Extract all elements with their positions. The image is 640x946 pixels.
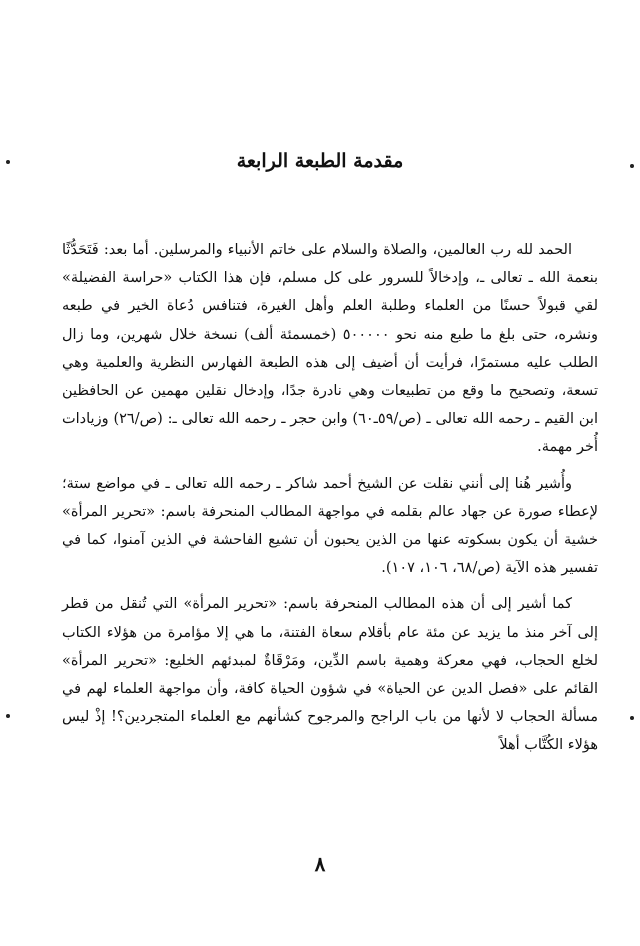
page-number: ٨ bbox=[314, 852, 326, 876]
scan-speck bbox=[630, 164, 634, 168]
paragraph-intro: الحمد لله رب العالمين، والصلاة والسلام على خاتم الأنبياء والمرسلين. أما بعد: فَتَحَدُّثًا بنعمة الله ـ تعالى ـ، وإدخالاً للسرور على كل مسلم، فإن هذا الكتاب «حراسة الفضيلة» لقي قبولاً حسنًا من العلماء وطلبة العلم وأهل الغيرة، فتنافس دُعاة الخير في طبعه ونشره، حتى بلغ ما طبع منه نحو ٥٠٠٠٠٠ (خمسمئة ألف) نسخة خلال شهرين، وما زال الطلب عليه مستمرًا، فرأيت أن أضيف إلى هذه الطبعة الفهارس النظرية والعلمية وهي تسعة، وتصحيح ما وقع من تطبيعات وهي نادرة جدًا، وإدخال نقلين مهمين عن الحافظين ابن القيم ـ رحمه الله تعالى ـ (ص/٥٩ـ٦٠) وابن حجر ـ رحمه الله تعالى ـ: (ص/٢٦) وزيادات أُخر مهمة. bbox=[62, 242, 598, 456]
scan-speck bbox=[630, 716, 634, 720]
page-title: مقدمة الطبعة الرابعة bbox=[236, 150, 404, 172]
body-text bbox=[62, 236, 598, 760]
paragraph-shakir: وأُشير هُنا إلى أنني نقلت عن الشيخ أحمد شاكر ـ رحمه الله تعالى ـ في مواضع ستة؛ لإعطاء صورة عن جهاد عالم بقلمه في مواجهة المطالب المنحرفة باسم: «تحرير المرأة» خشية أن يكون بسكوته عنها من الذين يحبون أن تشيع الفاحشة في الذين آمنوا، كما في تفسير هذه الآية (ص/٦٨، ١٠٦، ١٠٧). bbox=[62, 475, 598, 577]
scan-speck bbox=[6, 160, 10, 164]
scan-speck bbox=[6, 714, 10, 718]
paragraph-demands: كما أشير إلى أن هذه المطالب المنحرفة باسم: «تحرير المرأة» التي تُنقل من قطر إلى آخر منذ ما يزيد عن مئة عام بأقلام سعاة الفتنة، ما هي إلا مؤامرة من هؤلاء الكتاب لخلع الحجاب، فهي معركة وهمية باسم الدِّين، ومَرْقَاةٌ لمبدئهم الخليع: «تحرير المرأة» القائم على «فصل الدين عن الحياة» في شؤون الحياة كافة، وأن مواجهة العلماء لهم في مسألة الحجاب لا لأنها من باب الراجح والمرجوح كشأنهم مع العلماء المتجردين؟! إذْ ليس هؤلاء الكُتَّاب أهلاً bbox=[62, 596, 598, 754]
